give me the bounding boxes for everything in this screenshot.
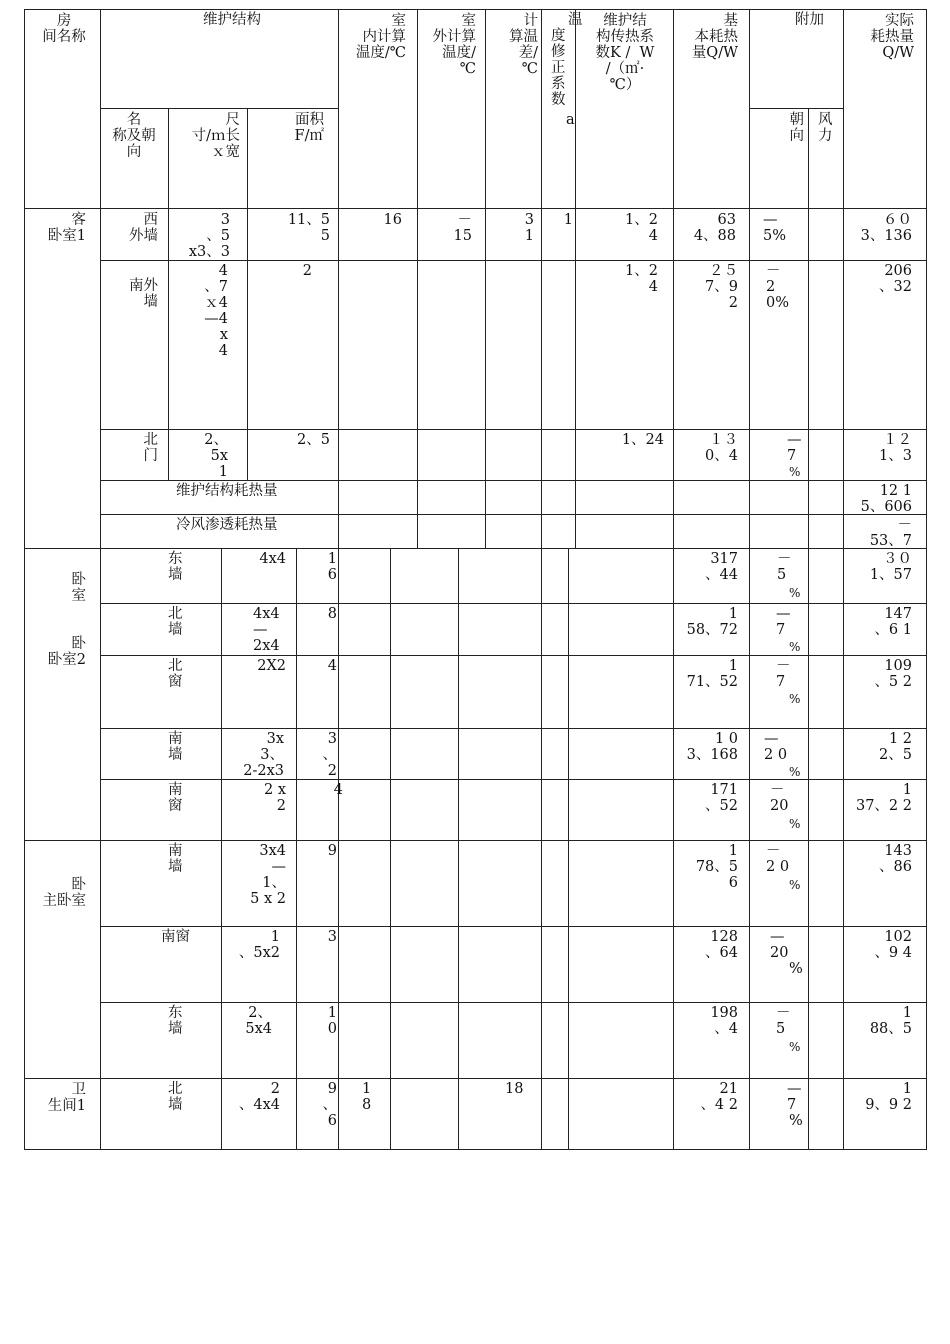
row-divider: [100, 514, 927, 515]
actual-heat: 109 、5 2: [874, 658, 912, 690]
room-name: 卧 室 卧 卧室2: [47, 572, 86, 668]
base-heat: 198 、4: [710, 1005, 738, 1037]
component-area: 4: [333, 782, 343, 798]
component-name: 东 墙: [168, 551, 183, 583]
header-temp-coef-top: 温: [568, 12, 583, 28]
base-heat: 171 、52: [705, 782, 738, 814]
row-divider: [100, 603, 927, 604]
component-size: 2 x 2: [263, 782, 286, 814]
k-value: 1、2 4: [625, 212, 658, 244]
column-divider: [221, 548, 222, 1150]
summary-label: 维护结构耗热量: [176, 483, 278, 499]
actual-heat: ６０ 3、136: [860, 212, 912, 244]
component-name: 南外 墙: [129, 278, 158, 310]
header-temp-coef: 度 修 正 系 数: [551, 28, 566, 108]
base-heat: 1 78、5 6: [695, 843, 738, 891]
component-area: 1 0: [327, 1005, 337, 1037]
actual-heat: 1 37、2 2: [855, 782, 912, 814]
actual-heat: 1 9、9 2: [865, 1081, 912, 1113]
orientation-percent: %: [789, 765, 801, 779]
table-left-border: [24, 9, 25, 1150]
column-divider: [485, 9, 486, 549]
column-divider: [338, 9, 339, 1150]
temp-diff: 3 1: [524, 212, 534, 244]
row-divider: [100, 480, 927, 481]
actual-heat: １２ 1、3: [879, 432, 912, 464]
component-area: 2: [302, 263, 312, 279]
row-divider: [100, 728, 927, 729]
component-size: 2、 5x4: [245, 1005, 272, 1037]
column-divider: [168, 108, 169, 481]
row-divider: [100, 655, 927, 656]
base-heat: 1 0 3、168: [686, 731, 738, 763]
component-area: 4: [327, 658, 337, 674]
room-name: 卫 生间1: [47, 1082, 86, 1114]
component-name: 南 墙: [168, 731, 183, 763]
header-sub-orient: 朝 向: [789, 112, 804, 144]
base-heat: 63 4、88: [693, 212, 736, 244]
orientation-addition: － 2 0: [766, 843, 790, 875]
component-area: 9 、 6: [322, 1081, 337, 1129]
temp-coef: 1: [563, 212, 573, 228]
actual-heat: 12 1 5、606: [860, 483, 912, 515]
header-sub-size: 尺 寸/ｍ长 ｘ宽: [191, 112, 240, 160]
component-size: 4x4: [259, 551, 286, 567]
component-area: 8: [327, 606, 337, 622]
actual-heat: 147 、6 1: [874, 606, 912, 638]
component-name: 北 门: [143, 432, 158, 464]
table-right-border: [926, 9, 927, 1150]
component-size: 2 、4x4: [238, 1081, 280, 1113]
component-area: 11、5 5: [287, 212, 330, 244]
component-size: 3x 3、 2-2x3: [243, 731, 284, 779]
column-divider: [247, 108, 248, 481]
component-name: 南窗: [161, 929, 190, 945]
header-base-heat: 基 本耗热 量Q/W: [691, 13, 738, 61]
orientation-percent: %: [789, 692, 801, 706]
column-divider: [458, 548, 459, 1150]
orientation-addition: － 5: [777, 551, 792, 583]
header-k-value: 维护结 构传热系 数K / W /（㎡· ℃）: [595, 13, 655, 93]
orientation-addition: － 5: [776, 1005, 791, 1037]
section-divider: [24, 548, 927, 549]
column-divider: [390, 548, 391, 1150]
base-heat: 317 、44: [705, 551, 738, 583]
component-name: 南 墙: [168, 843, 183, 875]
orientation-addition: — 7: [787, 432, 802, 464]
orientation-percent: %: [789, 586, 801, 600]
header-outdoor-temp: 室 外计算 温度/ ℃: [432, 13, 476, 77]
row-divider: [100, 429, 927, 430]
actual-heat: 143 、86: [879, 843, 912, 875]
base-heat: 1 71、52: [686, 658, 738, 690]
component-size: 3x4 — 1、 5 x 2: [250, 843, 286, 907]
actual-heat: － 53、7: [869, 517, 912, 549]
column-divider: [808, 108, 809, 1150]
table-bottom-border: [24, 1149, 927, 1150]
summary-label: 冷风渗透耗热量: [176, 517, 278, 533]
row-divider: [100, 926, 927, 927]
orientation-percent: %: [789, 465, 801, 479]
header-sub-wind: 风 力: [818, 112, 833, 144]
orientation-percent: %: [789, 961, 803, 977]
column-divider: [100, 9, 101, 1150]
header-actual-heat: 实际 耗热量 Q/W: [870, 13, 914, 61]
row-divider: [100, 779, 927, 780]
room-name: 客 卧室1: [47, 212, 86, 244]
column-divider: [568, 548, 569, 1150]
column-divider: [673, 9, 674, 1150]
component-area: 3 、 2: [322, 731, 337, 779]
component-size: 3 、5 x3、3: [188, 212, 230, 260]
section-divider: [24, 840, 927, 841]
column-divider: [296, 548, 297, 1150]
orientation-percent: %: [789, 1113, 803, 1129]
component-size: 4 、7 ｘ4 —4 x 4: [204, 263, 228, 359]
indoor-temp: 1 8: [362, 1081, 372, 1113]
orientation-addition: — 7: [787, 1081, 802, 1113]
component-area: 2、5: [297, 432, 330, 448]
component-area: 3: [327, 929, 337, 945]
base-heat: 1 58、72: [686, 606, 738, 638]
k-value: 1、2 4: [625, 263, 658, 295]
header-indoor-temp: 室 内计算 温度/℃: [355, 13, 406, 61]
header-room-name: 房 间名称: [42, 13, 86, 45]
header-bottom-border: [24, 208, 927, 209]
component-size: 4x4 — 2x4: [253, 606, 280, 654]
component-name: 西 外墙: [129, 212, 158, 244]
orientation-percent: %: [789, 878, 801, 892]
orientation-addition: — 2 0: [764, 731, 788, 763]
orientation-addition: － 2 0%: [766, 263, 790, 311]
actual-heat: ３０ 1、57: [869, 551, 912, 583]
component-name: 东 墙: [168, 1005, 183, 1037]
header-sub-divider: [100, 108, 338, 109]
table-top-border: [24, 9, 927, 10]
section-divider: [24, 1078, 927, 1079]
header-addition: 附加: [795, 12, 824, 28]
actual-heat: 206 、32: [879, 263, 912, 295]
header-sub-name: 名 称及朝 向: [112, 112, 156, 160]
base-heat: ２５ 7、9 2: [705, 263, 738, 311]
component-name: 南 窗: [168, 782, 183, 814]
component-size: 2、 5x 1: [204, 432, 228, 480]
component-size: 1 、5x2: [238, 929, 280, 961]
room-name: 卧 主卧室: [42, 877, 86, 909]
temp-diff: 18: [505, 1081, 524, 1097]
orientation-addition: － 7: [776, 658, 791, 690]
indoor-temp: 16: [383, 212, 402, 228]
column-divider: [575, 9, 576, 549]
base-heat: 21 、4 2: [700, 1081, 738, 1113]
header-structure: 维护结构: [203, 12, 261, 28]
component-name: 北 窗: [168, 658, 183, 690]
base-heat: 128 、64: [705, 929, 738, 961]
orientation-percent: %: [789, 640, 801, 654]
k-value: 1、24: [621, 432, 664, 448]
orientation-addition: — 20: [770, 929, 789, 961]
orientation-addition: － 20: [770, 782, 789, 814]
component-size: 2X2: [257, 658, 286, 674]
component-area: 1 6: [327, 551, 337, 583]
outdoor-temp: － 15: [453, 212, 472, 244]
column-divider: [749, 9, 750, 1150]
orientation-percent: %: [789, 1040, 801, 1054]
orientation-percent: %: [789, 817, 801, 831]
header-sub-area: 面积 F/㎡: [294, 112, 324, 144]
column-divider: [417, 9, 418, 549]
header-temp-coef-a: a: [566, 112, 575, 128]
component-name: 北 墙: [168, 606, 183, 638]
actual-heat: 1 2 2、5: [879, 731, 912, 763]
column-divider: [843, 9, 844, 1150]
actual-heat: 102 、9 4: [874, 929, 912, 961]
column-divider: [541, 9, 542, 1150]
row-divider: [100, 1002, 927, 1003]
actual-heat: 1 88、5: [869, 1005, 912, 1037]
header-sub-divider: [749, 108, 843, 109]
component-area: 9: [327, 843, 337, 859]
orientation-addition: — 7: [776, 606, 791, 638]
base-heat: １３ 0、4: [705, 432, 738, 464]
orientation-addition: — 5%: [763, 212, 787, 244]
row-divider: [100, 260, 927, 261]
component-name: 北 墙: [168, 1081, 183, 1113]
header-temp-diff: 计 算温 差/ ℃: [509, 13, 538, 77]
